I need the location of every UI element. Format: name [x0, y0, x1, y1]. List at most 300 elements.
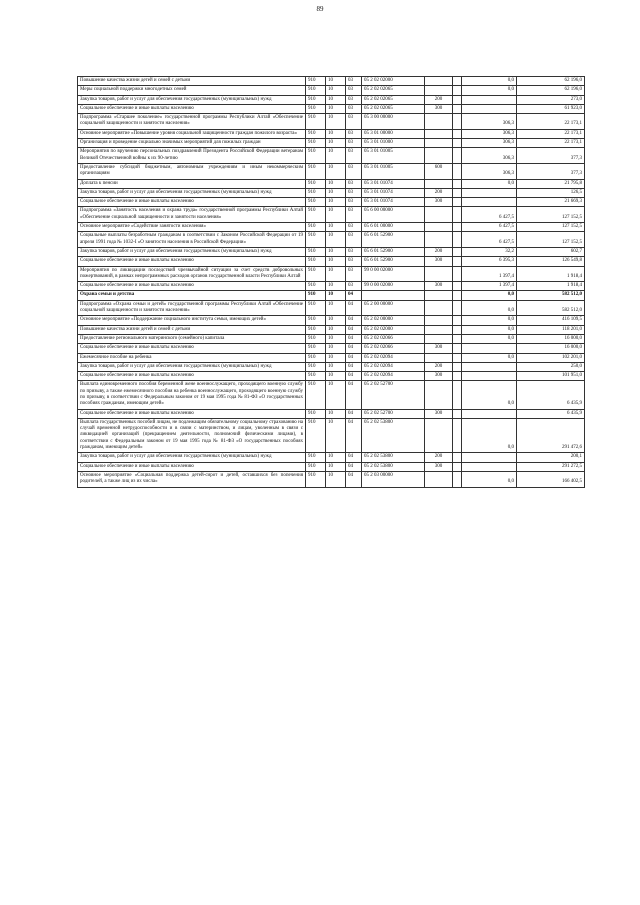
row-spacer — [453, 316, 462, 325]
table-row — [78, 95, 585, 104]
row-amount-b: 61 923,0 — [517, 104, 585, 113]
row-section: 10 — [326, 179, 346, 188]
row-grbs: 910 — [306, 381, 326, 409]
row-target-article: 05 2 02 02065 — [362, 95, 425, 104]
row-spacer — [453, 232, 462, 248]
row-expense-type — [425, 114, 453, 130]
row-spacer — [453, 266, 462, 282]
row-subsection: 03 — [346, 179, 362, 188]
row-grbs: 910 — [306, 139, 326, 148]
table-row — [78, 372, 585, 381]
row-target-article: 05 2 00 00000 — [362, 300, 425, 316]
row-subsection: 03 — [346, 198, 362, 207]
row-amount-a: 0,0 — [462, 471, 517, 487]
row-subsection: 04 — [346, 344, 362, 353]
row-amount-b: 200,1 — [517, 453, 585, 462]
row-spacer — [453, 418, 462, 452]
row-section: 10 — [326, 418, 346, 452]
row-amount-a — [462, 362, 517, 371]
row-name: Организация и проведение социально значимых мероприятий для пожилых граждан — [78, 139, 306, 148]
row-section: 10 — [326, 232, 346, 248]
row-subsection: 04 — [346, 291, 362, 300]
table-row — [78, 471, 585, 487]
table-row — [78, 325, 585, 334]
row-grbs: 910 — [306, 232, 326, 248]
row-section: 10 — [326, 344, 346, 353]
row-section: 10 — [326, 316, 346, 325]
row-name: Социальное обеспечение и иные выплаты населению — [78, 372, 306, 381]
row-amount-a — [462, 453, 517, 462]
row-spacer — [453, 77, 462, 86]
row-amount-a: 0,0 — [462, 86, 517, 95]
row-target-article: 05 3 01 01000 — [362, 139, 425, 148]
row-target-article: 05 2 02 52700 — [362, 409, 425, 418]
row-target-article: 05 2 02 53800 — [362, 462, 425, 471]
row-grbs: 910 — [306, 223, 326, 232]
row-grbs: 910 — [306, 207, 326, 223]
row-expense-type — [425, 223, 453, 232]
row-target-article: 05 3 01 01005 — [362, 148, 425, 164]
row-target-article: 05 6 01 52900 — [362, 247, 425, 256]
row-section: 10 — [326, 139, 346, 148]
row-expense-type — [425, 77, 453, 86]
row-target-article: 05 2 02 02066 — [362, 334, 425, 343]
table-row — [78, 409, 585, 418]
row-subsection: 04 — [346, 462, 362, 471]
row-amount-b: 21 795,8 — [517, 179, 585, 188]
row-subsection: 04 — [346, 372, 362, 381]
row-spacer — [453, 300, 462, 316]
row-name: Социальное обеспечение и иные выплаты населению — [78, 282, 306, 291]
row-amount-a: 6 427,5 — [462, 207, 517, 223]
row-subsection: 03 — [346, 223, 362, 232]
row-name: Закупка товаров, работ и услуг для обеспечения государственных (муниципальных) нужд — [78, 247, 306, 256]
row-subsection: 03 — [346, 207, 362, 223]
row-target-article: 05 3 01 00000 — [362, 129, 425, 138]
row-grbs: 910 — [306, 325, 326, 334]
row-section: 10 — [326, 462, 346, 471]
row-target-article: 05 6 01 00000 — [362, 223, 425, 232]
row-section: 10 — [326, 188, 346, 197]
row-grbs: 910 — [306, 353, 326, 362]
row-expense-type: 600 — [425, 163, 453, 179]
row-expense-type — [425, 179, 453, 188]
row-name: Доплата к пенсии — [78, 179, 306, 188]
row-section: 10 — [326, 257, 346, 266]
row-grbs: 910 — [306, 95, 326, 104]
row-section: 10 — [326, 198, 346, 207]
row-target-article: 05 2 02 02065 — [362, 86, 425, 95]
table-row — [78, 129, 585, 138]
row-name: Подпрограмма «Занятость населения и охрана труда» государственной программы Республики Алтай «Обеспечение социальной защищенности и занятости населения» — [78, 207, 306, 223]
row-name: Меры социальной поддержки многодетных семей — [78, 86, 306, 95]
row-target-article: 05 2 02 00000 — [362, 316, 425, 325]
row-amount-b: 166 402,5 — [517, 471, 585, 487]
row-target-article: 99 0 00 02000 — [362, 266, 425, 282]
table-row — [78, 291, 585, 300]
row-subsection: 04 — [346, 316, 362, 325]
row-amount-b: 62 196,0 — [517, 86, 585, 95]
row-subsection: 03 — [346, 86, 362, 95]
row-name: Социальное обеспечение и иные выплаты населению — [78, 104, 306, 113]
row-subsection: 04 — [346, 362, 362, 371]
row-amount-a: 306,3 — [462, 114, 517, 130]
row-expense-type — [425, 266, 453, 282]
row-section: 10 — [326, 291, 346, 300]
row-section: 10 — [326, 207, 346, 223]
row-grbs: 910 — [306, 471, 326, 487]
row-expense-type — [425, 139, 453, 148]
row-amount-a: 306,3 — [462, 129, 517, 138]
row-spacer — [453, 462, 462, 471]
row-amount-b: 127 152,5 — [517, 207, 585, 223]
table-row — [78, 266, 585, 282]
row-subsection: 04 — [346, 381, 362, 409]
row-amount-b: 273,0 — [517, 95, 585, 104]
row-expense-type — [425, 207, 453, 223]
row-name: Основное мероприятие «Поддержание социального института семьи, имеющих детей» — [78, 316, 306, 325]
row-amount-a — [462, 344, 517, 353]
row-subsection: 04 — [346, 453, 362, 462]
row-section: 10 — [326, 471, 346, 487]
row-subsection: 03 — [346, 114, 362, 130]
row-expense-type: 300 — [425, 282, 453, 291]
row-section: 10 — [326, 163, 346, 179]
row-grbs: 910 — [306, 104, 326, 113]
row-name: Охрана семьи и детства — [78, 291, 306, 300]
row-expense-type: 300 — [425, 344, 453, 353]
row-amount-a — [462, 95, 517, 104]
row-target-article: 05 3 01 01074 — [362, 198, 425, 207]
table-row — [78, 139, 585, 148]
row-amount-b: 250,0 — [517, 362, 585, 371]
row-subsection: 03 — [346, 95, 362, 104]
row-grbs: 910 — [306, 372, 326, 381]
row-subsection: 04 — [346, 300, 362, 316]
row-grbs: 910 — [306, 114, 326, 130]
row-grbs: 910 — [306, 247, 326, 256]
row-amount-a — [462, 104, 517, 113]
row-section: 10 — [326, 300, 346, 316]
row-spacer — [453, 362, 462, 371]
row-amount-b: 16 000,0 — [517, 334, 585, 343]
row-grbs: 910 — [306, 179, 326, 188]
row-spacer — [453, 104, 462, 113]
row-spacer — [453, 129, 462, 138]
row-section: 10 — [326, 282, 346, 291]
row-section: 10 — [326, 77, 346, 86]
row-expense-type — [425, 291, 453, 300]
row-amount-b: 1 918,4 — [517, 266, 585, 282]
row-spacer — [453, 247, 462, 256]
row-name: Ежемесячное пособие на ребенка — [78, 353, 306, 362]
row-name: Социальное обеспечение и иные выплаты населению — [78, 257, 306, 266]
row-spacer — [453, 325, 462, 334]
row-spacer — [453, 114, 462, 130]
row-section: 10 — [326, 362, 346, 371]
row-name: Мероприятия по ликвидации последствий чрезвычайной ситуации за счет средств добровольных пожертвований, в рамках непрограммных расходов органов государственной власти Республики Алтай — [78, 266, 306, 282]
row-amount-a — [462, 462, 517, 471]
row-grbs: 910 — [306, 316, 326, 325]
row-name: Предоставление регионального материнского (семейного) капитала — [78, 334, 306, 343]
row-grbs: 910 — [306, 148, 326, 164]
table-row — [78, 462, 585, 471]
table-row — [78, 179, 585, 188]
row-spacer — [453, 257, 462, 266]
row-amount-a: 0,0 — [462, 334, 517, 343]
row-name: Повышение качества жизни детей и семей с детьми — [78, 325, 306, 334]
row-grbs: 910 — [306, 86, 326, 95]
row-section: 10 — [326, 247, 346, 256]
row-expense-type: 200 — [425, 362, 453, 371]
row-amount-b: 22 173,1 — [517, 129, 585, 138]
row-subsection: 04 — [346, 334, 362, 343]
row-amount-a: 6 427,5 — [462, 223, 517, 232]
table-row — [78, 453, 585, 462]
row-expense-type — [425, 418, 453, 452]
row-spacer — [453, 381, 462, 409]
table-row — [78, 381, 585, 409]
row-expense-type: 300 — [425, 104, 453, 113]
row-target-article: 05 2 02 53800 — [362, 453, 425, 462]
row-amount-b: 126,5 — [517, 188, 585, 197]
row-subsection: 04 — [346, 325, 362, 334]
row-name: Социальное обеспечение и иные выплаты населению — [78, 409, 306, 418]
row-amount-b: 377,3 — [517, 148, 585, 164]
table-row — [78, 104, 585, 113]
row-amount-a — [462, 198, 517, 207]
table-row — [78, 300, 585, 316]
table-row — [78, 198, 585, 207]
row-expense-type — [425, 316, 453, 325]
row-subsection: 04 — [346, 418, 362, 452]
row-amount-b: 127 152,5 — [517, 223, 585, 232]
table-row — [78, 418, 585, 452]
row-amount-a: 6 395,3 — [462, 257, 517, 266]
row-amount-a: 0,0 — [462, 291, 517, 300]
row-expense-type — [425, 471, 453, 487]
row-amount-b: 101 951,0 — [517, 372, 585, 381]
table-row — [78, 282, 585, 291]
row-section: 10 — [326, 148, 346, 164]
row-amount-b: 582 512,0 — [517, 300, 585, 316]
row-amount-b: 16 000,0 — [517, 344, 585, 353]
row-name: Социальное обеспечение и иные выплаты населению — [78, 344, 306, 353]
row-name: Подпрограмма «Старшее поколение» государственной программы Республики Алтай «Обеспечение социальной защищенности и занятости населения» — [78, 114, 306, 130]
row-expense-type: 300 — [425, 409, 453, 418]
row-expense-type: 200 — [425, 188, 453, 197]
row-expense-type — [425, 381, 453, 409]
row-expense-type: 300 — [425, 198, 453, 207]
row-name: Закупка товаров, работ и услуг для обеспечения государственных (муниципальных) нужд — [78, 188, 306, 197]
row-grbs: 910 — [306, 462, 326, 471]
row-expense-type — [425, 334, 453, 343]
row-spacer — [453, 372, 462, 381]
row-target-article: 05 2 02 52700 — [362, 381, 425, 409]
table-row — [78, 188, 585, 197]
row-expense-type — [425, 353, 453, 362]
row-spacer — [453, 163, 462, 179]
table-row — [78, 86, 585, 95]
row-name: Выплата единовременного пособия беременной жене военнослужащего, проходящего военную службу по призыву, а также ежемесячного пособия на ребенка военнослужащего, проходящего военную службу по призыву, в соответствии с Федеральным законом от 19 мая 1995 года № 81-ФЗ «О государственных пособиях гражданам, имеющим детей» — [78, 381, 306, 409]
row-grbs: 910 — [306, 300, 326, 316]
row-name: Социальное обеспечение и иные выплаты населению — [78, 198, 306, 207]
row-target-article: 05 2 03 00000 — [362, 471, 425, 487]
row-section: 10 — [326, 353, 346, 362]
row-grbs: 910 — [306, 77, 326, 86]
row-amount-a: 306,3 — [462, 139, 517, 148]
table-row — [78, 232, 585, 248]
row-name: Основное мероприятие «Повышение уровня социальной защищенности граждан пожилого возраста» — [78, 129, 306, 138]
row-amount-b: 126 549,8 — [517, 257, 585, 266]
row-subsection: 03 — [346, 232, 362, 248]
row-amount-a: 0,0 — [462, 77, 517, 86]
row-target-article: 05 6 01 52900 — [362, 232, 425, 248]
row-grbs: 910 — [306, 409, 326, 418]
row-section: 10 — [326, 114, 346, 130]
row-target-article: 05 2 02 02000 — [362, 325, 425, 334]
table-row — [78, 362, 585, 371]
row-expense-type: 200 — [425, 453, 453, 462]
row-subsection: 03 — [346, 129, 362, 138]
row-target-article — [362, 291, 425, 300]
row-expense-type — [425, 325, 453, 334]
row-expense-type: 300 — [425, 257, 453, 266]
row-spacer — [453, 291, 462, 300]
row-spacer — [453, 179, 462, 188]
row-subsection: 04 — [346, 409, 362, 418]
row-expense-type — [425, 300, 453, 316]
row-amount-b: 377,3 — [517, 163, 585, 179]
row-target-article: 05 2 02 02094 — [362, 362, 425, 371]
row-name: Основное мероприятие «Содействие занятости населения» — [78, 223, 306, 232]
row-subsection: 03 — [346, 266, 362, 282]
row-grbs: 910 — [306, 257, 326, 266]
row-name: Повышение качества жизни детей и семей с детьми — [78, 77, 306, 86]
row-spacer — [453, 453, 462, 462]
row-spacer — [453, 148, 462, 164]
row-amount-b: 62 196,0 — [517, 77, 585, 86]
row-spacer — [453, 471, 462, 487]
budget-rows — [78, 77, 585, 488]
row-name: Закупка товаров, работ и услуг для обеспечения государственных (муниципальных) нужд — [78, 362, 306, 371]
table-row — [78, 353, 585, 362]
row-spacer — [453, 207, 462, 223]
row-section: 10 — [326, 381, 346, 409]
row-grbs: 910 — [306, 188, 326, 197]
row-amount-b: 21 669,3 — [517, 198, 585, 207]
page-number: 89 — [316, 5, 324, 13]
row-amount-b: 6 435,9 — [517, 409, 585, 418]
table-row — [78, 148, 585, 164]
budget-table — [77, 76, 585, 488]
row-amount-a: 0,0 — [462, 381, 517, 409]
row-amount-a: 0,0 — [462, 316, 517, 325]
row-target-article: 05 2 02 02094 — [362, 372, 425, 381]
row-name: Основное мероприятие «Социальная поддержка детей-сирот и детей, оставшихся без попечения родителей, а также лиц из их числа» — [78, 471, 306, 487]
row-subsection: 03 — [346, 188, 362, 197]
row-expense-type: 200 — [425, 95, 453, 104]
row-grbs: 910 — [306, 291, 326, 300]
row-name: Социальное обеспечение и иные выплаты населению — [78, 462, 306, 471]
row-subsection: 03 — [346, 282, 362, 291]
row-name: Предоставление субсидий бюджетным, автономным учреждениям и иным некоммерческим организациям — [78, 163, 306, 179]
row-spacer — [453, 95, 462, 104]
row-section: 10 — [326, 223, 346, 232]
row-amount-a: 6 427,5 — [462, 232, 517, 248]
row-amount-a: 306,3 — [462, 163, 517, 179]
row-amount-b: 22 173,1 — [517, 114, 585, 130]
table-row — [78, 257, 585, 266]
row-amount-b: 582 512,0 — [517, 291, 585, 300]
row-spacer — [453, 353, 462, 362]
row-target-article: 05 2 02 02000 — [362, 77, 425, 86]
table-row — [78, 344, 585, 353]
row-amount-a: 32,2 — [462, 247, 517, 256]
row-subsection: 03 — [346, 148, 362, 164]
row-grbs: 910 — [306, 418, 326, 452]
row-target-article: 05 6 00 00000 — [362, 207, 425, 223]
row-grbs: 910 — [306, 129, 326, 138]
row-subsection: 03 — [346, 104, 362, 113]
row-spacer — [453, 188, 462, 197]
row-amount-b: 291 272,5 — [517, 462, 585, 471]
row-name: Мероприятия по вручению персональных поздравлений Президента Российской Федерации ветеранам Великой Отечественной войны к их 90-летию — [78, 148, 306, 164]
row-grbs: 910 — [306, 334, 326, 343]
row-amount-a: 0,0 — [462, 353, 517, 362]
row-name: Подпрограмма «Охрана семьи и детей» государственной программы Республики Алтай «Обеспечение социальной защищенности и занятости населения» — [78, 300, 306, 316]
row-grbs: 910 — [306, 282, 326, 291]
row-target-article: 05 2 02 02094 — [362, 353, 425, 362]
row-subsection: 03 — [346, 247, 362, 256]
row-target-article: 05 3 01 01074 — [362, 179, 425, 188]
row-target-article: 05 2 02 02066 — [362, 344, 425, 353]
row-expense-type — [425, 129, 453, 138]
row-target-article: 05 3 01 01074 — [362, 188, 425, 197]
table-row — [78, 334, 585, 343]
row-amount-b: 22 173,1 — [517, 139, 585, 148]
row-amount-b: 416 109,5 — [517, 316, 585, 325]
row-target-article: 05 3 01 01005 — [362, 163, 425, 179]
row-target-article: 99 0 00 02000 — [362, 282, 425, 291]
row-amount-b: 1 918,4 — [517, 282, 585, 291]
row-spacer — [453, 409, 462, 418]
row-spacer — [453, 344, 462, 353]
table-row — [78, 207, 585, 223]
row-name: Закупка товаров, работ и услуг для обеспечения государственных (муниципальных) нужд — [78, 453, 306, 462]
row-section: 10 — [326, 266, 346, 282]
row-amount-a: 1 397,4 — [462, 266, 517, 282]
row-amount-a — [462, 372, 517, 381]
row-expense-type — [425, 232, 453, 248]
row-amount-a: 0,0 — [462, 418, 517, 452]
row-target-article: 05 2 02 02065 — [362, 104, 425, 113]
row-grbs: 910 — [306, 362, 326, 371]
row-section: 10 — [326, 453, 346, 462]
row-subsection: 04 — [346, 471, 362, 487]
row-spacer — [453, 334, 462, 343]
row-section: 10 — [326, 334, 346, 343]
row-grbs: 910 — [306, 198, 326, 207]
row-target-article: 05 3 00 00000 — [362, 114, 425, 130]
row-amount-a: 1 397,4 — [462, 282, 517, 291]
row-grbs: 910 — [306, 344, 326, 353]
row-name: Социальные выплаты безработным гражданам в соответствии с Законом Российской Федерации от 19 апреля 1991 года № 1032-I «О занятости населения в Российской Федерации» — [78, 232, 306, 248]
row-amount-b: 6 435,9 — [517, 381, 585, 409]
table-row — [78, 114, 585, 130]
row-amount-b: 127 152,5 — [517, 232, 585, 248]
row-name: Закупка товаров, работ и услуг для обеспечения государственных (муниципальных) нужд — [78, 95, 306, 104]
